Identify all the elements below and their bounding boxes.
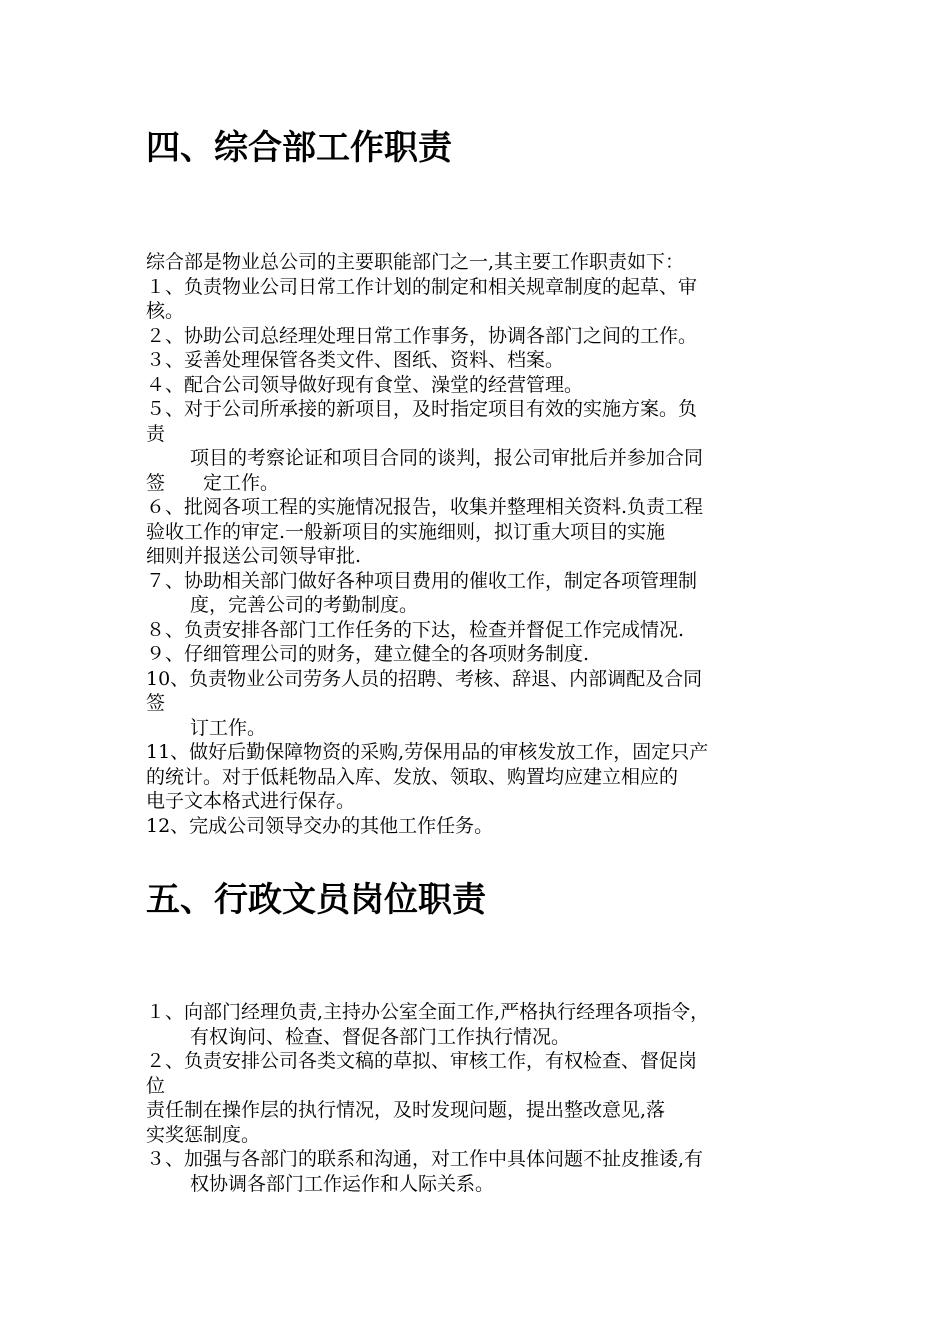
paragraph-line: 核。 xyxy=(146,300,185,322)
section-4-heading: 四、综合部工作职责 xyxy=(146,128,452,168)
paragraph-line: 位 xyxy=(146,1074,166,1097)
paragraph-line: 签 定工作。 xyxy=(146,471,280,494)
paragraph-line: ４、配合公司领导做好现有食堂、澡堂的经营管理。 xyxy=(146,373,584,396)
paragraph-line: 责 xyxy=(146,422,166,445)
paragraph-line: ６、批阅各项工程的实施情况报告，收集并整理相关资料.负责工程 xyxy=(146,496,704,518)
paragraph-line: １、向部门经理负责,主持办公室全面工作,严格执行经理各项指令， xyxy=(146,1001,710,1023)
paragraph-line: ８、负责安排各部门工作任务的下达，检查并督促工作完成情况. xyxy=(146,618,685,641)
paragraph-line: 电子文本格式进行保存。 xyxy=(146,790,356,812)
paragraph-line: 有权询问、检查、督促各部门工作执行情况。 xyxy=(190,1025,571,1048)
section-5-heading: 五、行政文员岗位职责 xyxy=(146,880,486,920)
paragraph-line: 综合部是物业总公司的主要职能部门之一,其主要工作职责如下： xyxy=(146,251,685,273)
paragraph-line: 的统计。对于低耗物品入库、发放、领取、购置均应建立相应的 xyxy=(146,765,679,788)
paragraph-line: 订工作。 xyxy=(190,716,267,739)
section-4-body xyxy=(146,250,836,838)
paragraph-line: ２、负责安排公司各类文稿的草拟、审核工作，有权检查、督促岗 xyxy=(146,1050,698,1072)
paragraph-line: ９、仔细管理公司的财务，建立健全的各项财务制度. xyxy=(146,643,590,665)
paragraph-line: 实奖惩制度。 xyxy=(146,1123,261,1146)
paragraph-line: 度，完善公司的考勤制度。 xyxy=(190,594,419,616)
paragraph-line: 项目的考察论证和项目合同的谈判，报公司审批后并参加合同 xyxy=(190,447,704,469)
paragraph-line: 验收工作的审定.一般新项目的实施细则，拟订重大项目的实施 xyxy=(146,520,666,543)
paragraph-line: ３、妥善处理保管各类文件、图纸、资料、档案。 xyxy=(146,349,565,371)
paragraph-line: 细则并报送公司领导审批. xyxy=(146,545,362,567)
paragraph-line: ５、对于公司所承接的新项目，及时指定项目有效的实施方案。负 xyxy=(146,398,698,420)
paragraph-line: ２、协助公司总经理处理日常工作事务，协调各部门之间的工作。 xyxy=(146,324,698,347)
paragraph-line: 12、完成公司领导交办的其他工作任务。 xyxy=(146,814,494,837)
paragraph-line: 11、做好后勤保障物资的采购,劳保用品的审核发放工作，固定只产 xyxy=(146,741,709,763)
paragraph-line: 签 xyxy=(146,692,166,714)
paragraph-line: 10、负责物业公司劳务人员的招聘、考核、辞退、内部调配及合同 xyxy=(146,667,703,690)
paragraph-line: 责任制在操作层的执行情况，及时发现问题，提出整改意见,落 xyxy=(146,1099,666,1121)
paragraph-line: 权协调各部门工作运作和人际关系。 xyxy=(190,1172,495,1195)
paragraph-line: ３、加强与各部门的联系和沟通，对工作中具体问题不扯皮推诿,有 xyxy=(146,1148,704,1170)
paragraph-line: ７、协助相关部门做好各种项目费用的催收工作，制定各项管理制 xyxy=(146,569,698,592)
section-5-body xyxy=(146,1000,836,1196)
paragraph-line: １、负责物业公司日常工作计划的制定和相关规章制度的起草、审 xyxy=(146,275,698,298)
